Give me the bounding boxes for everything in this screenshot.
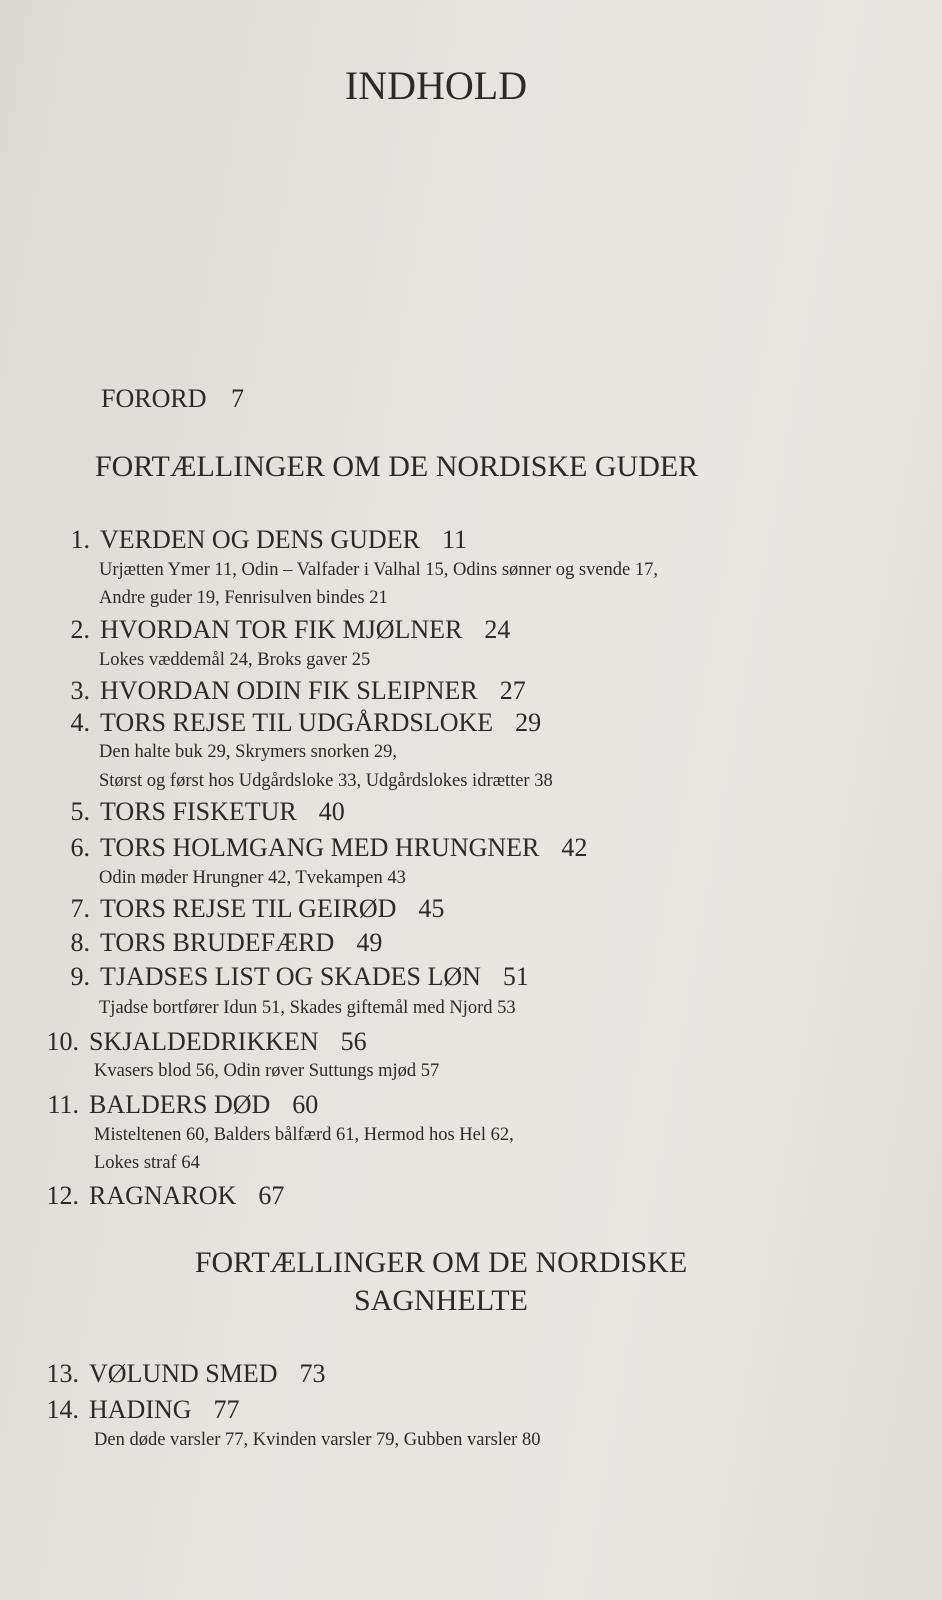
entry-title: VERDEN OG DENS GUDER [100,525,420,554]
toc-entry [0,1092,318,1118]
entry-title: SKJALDEDRIKKEN [89,1027,319,1056]
toc-entry [8,527,467,553]
page-title: INDHOLD [344,63,528,108]
entry-page: 42 [561,833,588,862]
entry-number: 3. [70,676,90,705]
entry-title: TORS BRUDEFÆRD [100,928,335,957]
entry-subtopics: Kvasers blod 56, Odin røver Suttungs mjød 57 [94,1060,440,1081]
entry-page: 7 [230,384,244,413]
entry-subtopics: Odin møder Hrungner 42, Tvekampen 43 [99,867,406,888]
toc-entry-forord [101,386,244,412]
entry-number: 14. [46,1395,79,1424]
entry-number: 7. [70,894,90,923]
toc-entry [8,835,587,861]
entry-subtopics: Lokes straf 64 [94,1152,200,1173]
entry-page: 51 [502,962,529,991]
entry-subtopics: Størst og først hos Udgårdsloke 33, Udgårdslokes idrætter 38 [99,770,553,791]
entry-number: 8. [70,928,90,957]
entry-page: 11 [441,525,467,554]
toc-entry [8,896,444,922]
entry-page: 40 [318,797,345,826]
entry-title: HVORDAN ODIN FIK SLEIPNER [100,676,478,705]
entry-title: HVORDAN TOR FIK MJØLNER [100,615,463,644]
toc-entry [8,710,541,736]
toc-entry [8,678,526,704]
entry-number: 12. [46,1181,79,1210]
entry-number: 6. [70,833,90,862]
entry-page: 77 [213,1395,240,1424]
entry-number: 11. [47,1090,79,1119]
toc-entry [8,930,382,956]
entry-title: TORS REJSE TIL UDGÅRDSLOKE [100,708,494,737]
entry-number: 9. [70,962,90,991]
entry-subtopics: Den halte buk 29, Skrymers snorken 29, [99,741,398,762]
toc-entry [8,964,529,990]
entry-subtopics: Urjætten Ymer 11, Odin – Valfader i Valhal 15, Odins sønner og svende 17, [99,559,659,580]
entry-title: VØLUND SMED [89,1359,278,1388]
entry-number: 1. [70,525,90,554]
entry-number: 2. [70,615,90,644]
entry-title: HADING [89,1395,192,1424]
section-heading: FORTÆLLINGER OM DE NORDISKE [194,1246,688,1279]
entry-page: 49 [356,928,383,957]
entry-number: 10. [46,1027,79,1056]
entry-title: TORS REJSE TIL GEIRØD [100,894,397,923]
entry-title: TJADSES LIST OG SKADES LØN [100,962,481,991]
entry-page: 67 [258,1181,285,1210]
entry-page: 27 [499,676,526,705]
toc-entry [0,1029,367,1055]
section-heading: SAGNHELTE [354,1284,528,1317]
entry-title: TORS HOLMGANG MED HRUNGNER [100,833,540,862]
entry-title: RAGNAROK [89,1181,237,1210]
toc-entry [8,617,510,643]
entry-subtopics: Lokes væddemål 24, Broks gaver 25 [99,649,371,670]
entry-title: BALDERS DØD [89,1090,271,1119]
toc-entry [0,1361,326,1387]
entry-number: 5. [70,797,90,826]
section-heading: FORTÆLLINGER OM DE NORDISKE GUDER [95,450,699,483]
entry-page: 24 [484,615,511,644]
entry-number: 13. [46,1359,79,1388]
entry-page: 29 [515,708,542,737]
entry-subtopics: Den døde varsler 77, Kvinden varsler 79, Gubben varsler 80 [94,1429,541,1450]
entry-title: TORS FISKETUR [100,797,297,826]
entry-page: 60 [292,1090,319,1119]
toc-entry [0,1397,240,1423]
entry-subtopics: Tjadse bortfører Idun 51, Skades giftemål med Njord 53 [99,997,516,1018]
toc-entry [8,799,345,825]
entry-page: 45 [418,894,445,923]
entry-number: 4. [70,708,90,737]
entry-title: FORORD [101,384,207,413]
entry-page: 73 [299,1359,326,1388]
entry-subtopics: Andre guder 19, Fenrisulven bindes 21 [99,587,388,608]
entry-subtopics: Misteltenen 60, Balders bålfærd 61, Hermod hos Hel 62, [94,1124,514,1145]
toc-entry [0,1183,284,1209]
entry-page: 56 [340,1027,367,1056]
